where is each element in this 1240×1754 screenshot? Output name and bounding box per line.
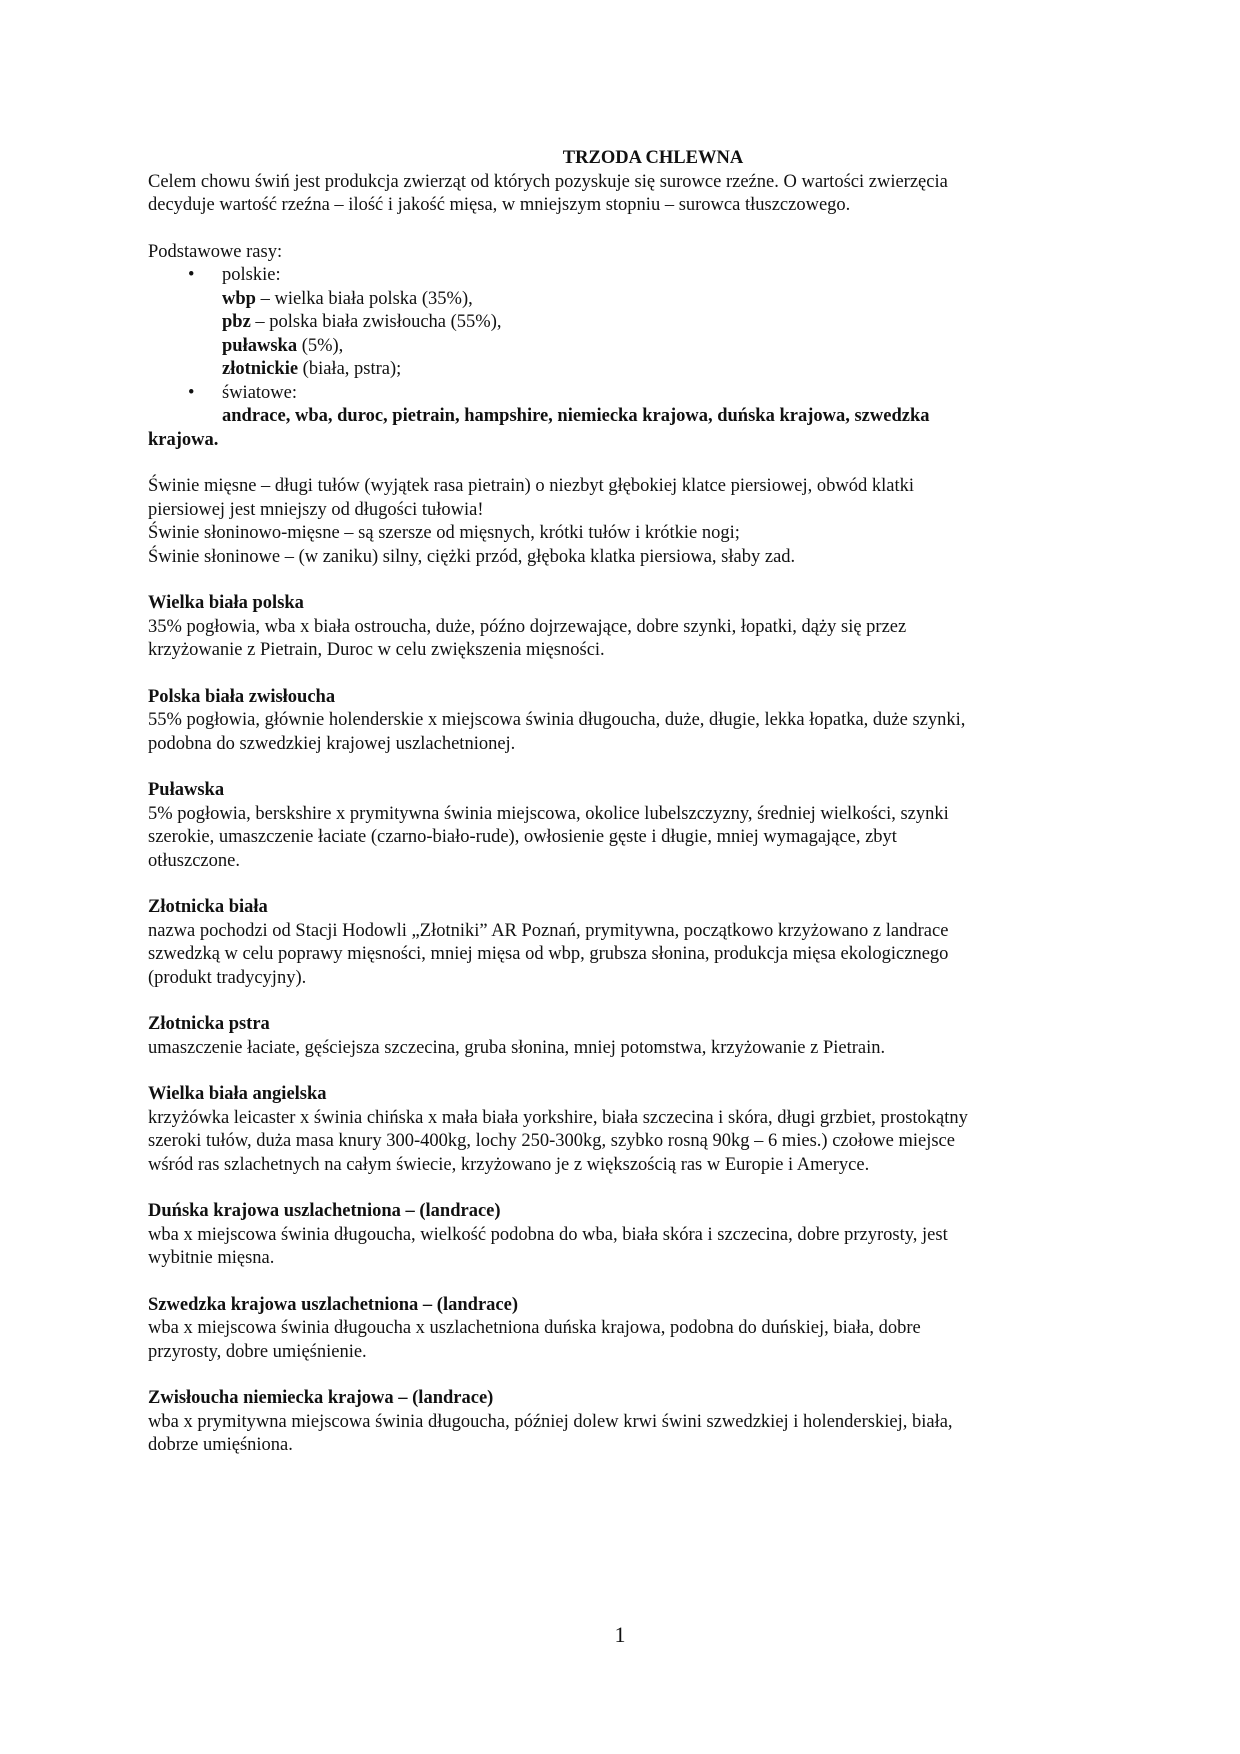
- world-breeds: andrace, wba, duroc, pietrain, hampshire, niemiecka krajowa, duńska krajowa, szwedzka: [222, 406, 930, 426]
- page-title: TRZODA CHLEWNA: [562, 148, 744, 168]
- section-title: Wielka biała polska: [148, 593, 304, 613]
- section-line: 5% pogłowia, berskshire x prymitywna świnia miejscowa, okolice lubelszczyzny, średniej wielkości, szynki: [148, 803, 949, 824]
- section-line: dobrze umięśniona.: [148, 1435, 293, 1455]
- section-title: Zwisłoucha niemiecka krajowa – (landrace): [148, 1388, 494, 1408]
- section-line: otłuszczone.: [148, 850, 240, 871]
- bullet-icon: •: [188, 382, 195, 403]
- section-line: szerokie, umaszczenie łaciate (czarno-biało-rude), owłosienie gęste i długie, mniej wymagające, zbyt: [148, 827, 897, 847]
- section-line: wśród ras szlachetnych na całym świecie, krzyżowano je z większością ras w Europie i Ameryce.: [148, 1154, 870, 1175]
- section-line: nazwa pochodzi od Stacji Hodowli „Złotniki” AR Poznań, prymitywna, początkowo krzyżowano z landrace: [148, 920, 949, 941]
- section-line: szwedzką w celu poprawy mięsności, mniej mięsa od wbp, grubsza słonina, produkcja mięsa ekologicznego: [148, 944, 949, 964]
- section-line: szeroki tułów, duża masa knury 300-400kg, lochy 250-300kg, szybko rosną 90kg – 6 mies.) czołowe miejsce: [148, 1131, 955, 1151]
- bullet-icon: •: [188, 265, 195, 285]
- polish-breed: pbz – polska biała zwisłoucha (55%),: [222, 312, 502, 332]
- section-line: 55% pogłowia, głównie holenderskie x miejscowa świnia długoucha, duże, długie, lekka łopatka, duże szynki,: [148, 710, 966, 730]
- section-line: krzyżowanie z Pietrain, Duroc w celu zwiększenia mięsności.: [148, 640, 605, 660]
- polish-label: polskie:: [222, 265, 281, 285]
- breeds-heading: Podstawowe rasy:: [148, 241, 283, 262]
- world-breeds-cont: krajowa.: [148, 429, 219, 450]
- section-line: podobna do szwedzkiej krajowej uszlachetnionej.: [148, 733, 516, 754]
- bullet-item-world: [148, 382, 1078, 406]
- section-line: przyrosty, dobre umięśnienie.: [148, 1341, 367, 1362]
- section-title: Szwedzka krajowa uszlachetniona – (landrace): [148, 1294, 518, 1315]
- intro-line: decyduje wartość rzeźna – ilość i jakość mięsa, w mniejszym stopniu – surowca tłuszczowego.: [148, 195, 851, 215]
- polish-breed: puławska (5%),: [222, 335, 344, 356]
- section-line: (produkt tradycyjny).: [148, 967, 307, 988]
- section-title: Wielka biała angielska: [148, 1084, 327, 1104]
- world-label: światowe:: [222, 382, 298, 403]
- section-line: umaszczenie łaciate, gęściejsza szczecina, gruba słonina, mniej potomstwa, krzyżowanie z Pietrain.: [148, 1037, 886, 1058]
- document-body: [148, 147, 1078, 1458]
- polish-breed: złotnickie (biała, pstra);: [222, 359, 402, 379]
- section-title: Puławska: [148, 780, 225, 800]
- type-line: Świnie słoninowo-mięsne – są szersze od mięsnych, krótki tułów i krótkie nogi;: [148, 523, 740, 543]
- page-number: 1: [614, 1622, 626, 1647]
- section-line: wba x miejscowa świnia długoucha x uszlachetniona duńska krajowa, podobna do duńskiej, biała, dobre: [148, 1318, 921, 1338]
- section-title: Złotnicka biała: [148, 897, 268, 917]
- section-title: Polska biała zwisłoucha: [148, 686, 336, 707]
- section-line: 35% pogłowia, wba x biała ostroucha, duże, późno dojrzewające, dobre szynki, łopatki, dąży się przez: [148, 616, 907, 637]
- type-line: piersiowej jest mniejszy od długości tułowia!: [148, 499, 484, 520]
- breed-sections: [148, 569, 1078, 1458]
- section-line: wybitnie mięsna.: [148, 1248, 275, 1268]
- intro-line: Celem chowu świń jest produkcja zwierząt od których pozyskuje się surowce rzeźne. O wartości zwierzęcia: [148, 171, 948, 192]
- section-line: wba x prymitywna miejscowa świnia długoucha, później dolew krwi świni szwedzkiej i holenderskiej, biała,: [148, 1411, 953, 1432]
- bullet-item-polish: [148, 264, 1078, 288]
- type-line: Świnie słoninowe – (w zaniku) silny, ciężki przód, głęboka klatka piersiowa, słaby zad.: [148, 546, 796, 567]
- section-title: Złotnicka pstra: [148, 1014, 270, 1034]
- section-line: krzyżówka leicaster x świnia chińska x mała biała yorkshire, biała szczecina i skóra, długi grzbiet, prostokątny: [148, 1107, 968, 1128]
- section-title: Duńska krajowa uszlachetniona – (landrace): [148, 1201, 501, 1221]
- polish-breed: wbp – wielka biała polska (35%),: [222, 288, 473, 309]
- type-line: Świnie mięsne – długi tułów (wyjątek rasa pietrain) o niezbyt głębokiej klatce piersiowej, obwód klatki: [148, 476, 915, 496]
- section-line: wba x miejscowa świnia długoucha, wielkość podobna do wba, biała skóra i szczecina, dobre przyrosty, jest: [148, 1224, 948, 1245]
